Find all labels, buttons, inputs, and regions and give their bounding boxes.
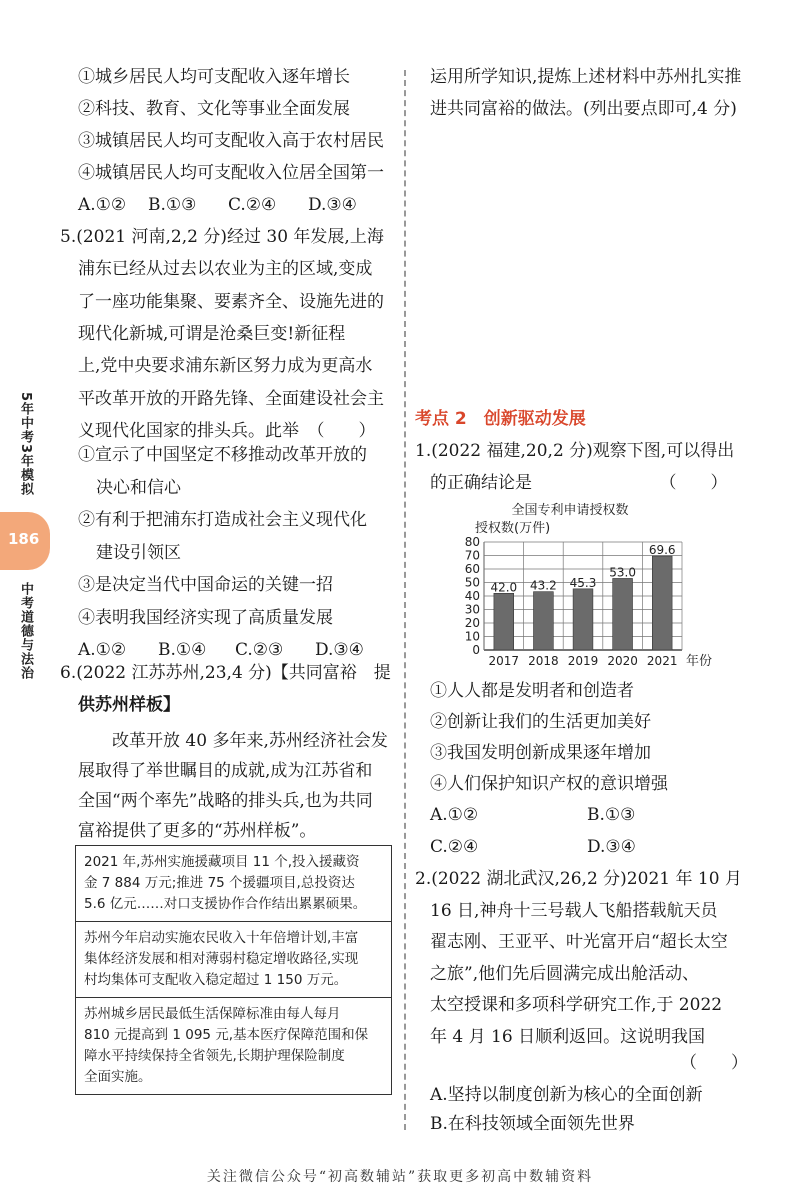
q1-stem: 1.(2022 福建,20,2 分)观察下图,可以得出 <box>415 441 735 461</box>
bar-2020 <box>613 578 633 650</box>
material-line: 苏州城乡居民最低生活保障标准由每人每月 <box>84 1006 341 1022</box>
bar-2019 <box>573 589 593 650</box>
x-tick-label: 2019 <box>567 654 599 668</box>
column-divider <box>404 70 408 1130</box>
q6-stem: 供苏州样板】 <box>78 695 180 715</box>
material-line: 5.6 亿元……对口支援协作合作结出累累硕果。 <box>84 896 367 912</box>
q4-option: ③城镇居民人均可支配收入高于农村居民 <box>78 131 384 151</box>
q5-stem: 现代化新城,可谓是沧桑巨变!新征程 <box>78 323 346 344</box>
chart-ylabel: 授权数(万件) <box>475 521 551 536</box>
q5-option: ③是决定当代中国命运的关键一招 <box>78 575 333 595</box>
q5-stem: 了一座功能集聚、要素齐全、设施先进的 <box>78 291 384 312</box>
q4-option: ①城乡居民人均可支配收入逐年增长 <box>78 67 350 87</box>
y-tick-label: 50 <box>464 575 480 590</box>
material-box <box>75 845 392 1095</box>
q1-choice: B.①③ <box>587 805 636 825</box>
bar-value-label: 69.6 <box>648 543 676 558</box>
q6-intro: 富裕提供了更多的“苏州样板”。 <box>78 821 317 841</box>
q4-option: ④城镇居民人均可支配收入位居全国第一 <box>78 163 384 183</box>
chart-title: 全国专利申请授权数 <box>511 503 629 518</box>
bar-value-label: 45.3 <box>569 575 597 590</box>
q1-choice: D.③④ <box>587 837 636 857</box>
q2-stem: 翟志刚、王亚平、叶光富开启“超长太空 <box>430 932 728 952</box>
q6-task: 运用所学知识,提炼上述材料中苏州扎实推 <box>430 67 742 87</box>
q1-option: ④人们保护知识产权的意识增强 <box>430 774 668 794</box>
bar-value-label: 42.0 <box>490 580 518 595</box>
q5-option: ④表明我国经济实现了高质量发展 <box>78 607 333 628</box>
material-line: 村均集体可支配收入稳定超过 1 150 万元。 <box>84 972 348 988</box>
q6-task: 进共同富裕的做法。(列出要点即可,4 分) <box>430 99 737 119</box>
page-number: 186 <box>8 530 40 548</box>
x-tick-label: 2020 <box>607 654 638 668</box>
q5-stem: 义现代化国家的排头兵。此举 （ ） <box>78 420 376 441</box>
q5-stem: 5.(2021 河南,2,2 分)经过 30 年发展,上海 <box>60 227 384 247</box>
q1-choice: A.①② <box>430 805 479 825</box>
q6-intro: 全国“两个率先”战略的排头兵,也为共同 <box>78 791 373 811</box>
y-tick-label: 70 <box>464 548 480 563</box>
q5-stem: 上,党中央要求浦东新区努力成为更高水 <box>78 356 373 377</box>
material-line: 集体经济发展和相对薄弱村稳定增收路径,实现 <box>84 951 359 967</box>
q5-option: 决心和信心 <box>96 477 181 498</box>
q2-stem: 年 4 月 16 日顺利返回。这说明我国 <box>430 1026 706 1047</box>
patent-bar-chart <box>420 498 720 676</box>
q6-stem: 6.(2022 江苏苏州,23,4 分)【共同富裕 提 <box>60 663 391 683</box>
subject-label: 中考道德与法治 <box>18 582 33 680</box>
q5-option: ②有利于把浦东打造成社会主义现代化 <box>78 510 367 530</box>
material-line: 金 7 884 万元;推进 75 个援疆项目,总投资达 <box>84 875 355 891</box>
q1-option: ①人人都是发明者和创造者 <box>430 681 634 701</box>
bar-2017 <box>494 593 514 650</box>
q5-choice: B.①④ <box>158 640 207 660</box>
q4-option: ②科技、教育、文化等事业全面发展 <box>78 99 350 119</box>
q2-stem: 太空授课和多项科学研究工作,于 2022 <box>430 995 723 1015</box>
section-title: 考点 2 创新驱动发展 <box>415 409 586 429</box>
bar-value-label: 43.2 <box>530 578 557 593</box>
q1-stem: 的正确结论是 （ ） <box>430 473 728 493</box>
series-label: 5年中考3年模拟 <box>18 392 33 497</box>
q1-option: ②创新让我们的生活更加美好 <box>430 712 651 732</box>
y-tick-label: 10 <box>464 629 480 644</box>
q2-stem: 之旅”,他们先后圆满完成出舱活动、 <box>430 963 700 984</box>
q5-choice: C.②③ <box>235 640 284 660</box>
y-tick-label: 80 <box>464 535 480 549</box>
y-tick-label: 30 <box>464 602 480 617</box>
bar-2018 <box>534 592 554 650</box>
bar-value-label: 53.0 <box>609 565 636 580</box>
material-2 <box>76 922 391 998</box>
q4-choice: B.①③ <box>148 195 197 215</box>
q5-choice: A.①② <box>78 640 127 660</box>
q4-choice: A.①② <box>78 195 127 215</box>
y-tick-label: 40 <box>464 589 480 603</box>
q4-choice: C.②④ <box>228 195 277 215</box>
q5-stem: 平改革开放的开路先锋、全面建设社会主 <box>78 388 384 409</box>
y-tick-label: 0 <box>472 643 480 657</box>
q5-option: ①宣示了中国坚定不移推动改革开放的 <box>78 445 367 465</box>
q5-stem: 浦东已经从过去以农业为主的区域,变成 <box>78 259 373 280</box>
bar-2021 <box>652 556 672 650</box>
chart-xlabel: 年份 <box>686 654 713 669</box>
q2-stem: 2.(2022 湖北武汉,26,2 分)2021 年 10 月 <box>415 869 742 889</box>
x-tick-label: 2021 <box>646 654 678 668</box>
q4-choice: D.③④ <box>308 195 357 215</box>
x-tick-label: 2017 <box>488 654 520 668</box>
q2-option: B.在科技领域全面领先世界 <box>430 1114 635 1134</box>
material-line: 2021 年,苏州实施援藏项目 11 个,投入援藏资 <box>84 854 360 870</box>
q1-option: ③我国发明创新成果逐年增加 <box>430 743 651 763</box>
q5-option: 建设引领区 <box>96 542 181 563</box>
material-line: 苏州今年启动实施农民收入十年倍增计划,丰富 <box>84 930 359 946</box>
material-3 <box>76 998 391 1094</box>
y-tick-label: 20 <box>464 616 480 630</box>
footer-note: 关注微信公众号“初高数辅站”获取更多初高中数辅资料 <box>206 1169 594 1185</box>
material-line: 全面实施。 <box>84 1069 152 1085</box>
material-line: 障水平持续保持全省领先,长期护理保险制度 <box>84 1048 345 1064</box>
material-1 <box>76 846 391 922</box>
q6-intro: 改革开放 40 多年来,苏州经济社会发 <box>112 731 388 751</box>
x-tick-label: 2018 <box>528 654 559 668</box>
y-tick-label: 60 <box>464 562 480 576</box>
q2-stem: 16 日,神舟十三号载人飞船搭载航天员 <box>430 900 718 921</box>
q1-choice: C.②④ <box>430 837 479 857</box>
q5-choice: D.③④ <box>315 640 364 660</box>
material-line: 810 元提高到 1 095 元,基本医疗保障范围和保 <box>84 1027 369 1043</box>
q2-option: A.坚持以制度创新为核心的全面创新 <box>430 1085 703 1105</box>
q2-paren: （ ） <box>680 1053 748 1073</box>
q6-intro: 展取得了举世瞩目的成就,成为江苏省和 <box>78 761 373 781</box>
